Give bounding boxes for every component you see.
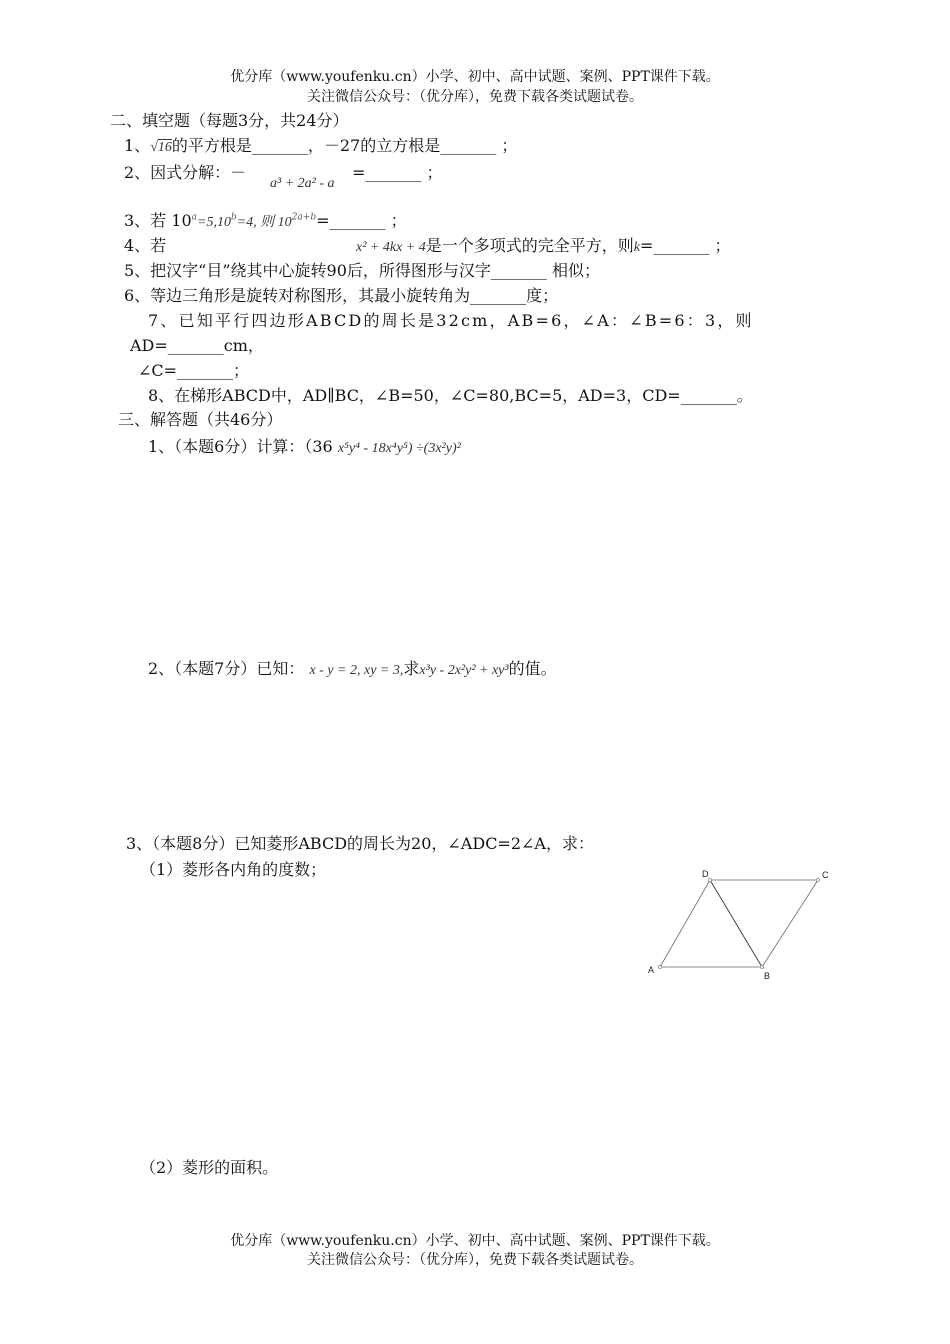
question-2-4-prefix: 4、若 (124, 236, 167, 255)
question-2-2-answer: =_______ ； (352, 163, 443, 182)
question-3-3-part1: （1）菱形各内角的度数； (140, 860, 327, 879)
question-2-3: 3、若 $10^a=5,10^b=4$, 则 $10^{2a+b}=\_\_\_\_\_\_\_$ ； (124, 211, 407, 230)
vertex-d (708, 878, 711, 881)
section-2-title: 二、填空题（每题3分，共24分） (110, 111, 349, 130)
question-3-3-part2: （2）菱形的面积。 (140, 1158, 279, 1177)
label-c: C (822, 870, 829, 880)
footer-line-1: 优分库（www.youfenku.cn）小学、初中、高中试题、案例、PPT课件下载。 (230, 1233, 720, 1249)
header-line-2: 关注微信公众号：（优分库），免费下载各类试题试卷。 (307, 89, 643, 105)
question-2-6: 6、等边三角形是旋转对称图形，其最小旋转角为_______度； (124, 286, 559, 305)
vertex-c (816, 878, 819, 881)
question-2-1: 1、√16的平方根是_______，－27的立方根是_______ ； (124, 136, 518, 155)
rhombus-figure (640, 862, 840, 987)
question-2-7-line2: AD=_______cm， (130, 336, 264, 355)
question-3-2: 2、（本题7分）已知： x - y = 2, xy = 3,求x³y - 2x²y² + xy³的值。 (148, 659, 557, 678)
question-2-8: 8、在梯形ABCD中，AD∥BC，∠B=50，∠C=80,BC=5，AD=3，CD=_______。 (148, 386, 753, 405)
question-2-4: x² + 4kx + 4是一个多项式的完全平方，则k=_______ ； (356, 236, 731, 255)
question-2-2: 2、因式分解：－ (124, 163, 247, 182)
vertex-a (658, 965, 661, 968)
question-2-7-line1: 7、已知平行四边形ABCD的周长是32cm，AB=6，∠A：∠B=6：3，则 (148, 311, 754, 330)
question-2-5: 5、把汉字“目”绕其中心旋转90后，所得图形与汉字_______ 相似； (124, 261, 600, 280)
vertex-b (760, 965, 763, 968)
header-line-1: 优分库（www.youfenku.cn）小学、初中、高中试题、案例、PPT课件下载。 (230, 69, 720, 85)
question-3-1: 1、（本题6分）计算：（36 x⁵y⁴ - 18x⁴y⁵) ÷(3x²y)² (148, 437, 461, 456)
question-2-7-line3: ∠C=_______； (138, 361, 250, 380)
label-a: A (648, 965, 655, 975)
diagonal-bd (710, 880, 762, 967)
rhombus-outline (660, 880, 818, 967)
footer-line-2: 关注微信公众号：（优分库），免费下载各类试题试卷。 (307, 1252, 643, 1268)
section-3-title: 三、解答题（共46分） (118, 410, 283, 429)
question-2-2-expression: a³ + 2a² - a (270, 176, 335, 191)
question-3-3: 3、（本题8分）已知菱形ABCD的周长为20，∠ADC=2∠A，求： (126, 834, 594, 853)
label-b: B (764, 971, 771, 981)
question-3-1-expression: x⁵y⁴ - 18x⁴y⁵) ÷(3x²y)² (337, 441, 461, 456)
label-d: D (702, 869, 709, 879)
sqrt-symbol: √16 (150, 140, 172, 155)
